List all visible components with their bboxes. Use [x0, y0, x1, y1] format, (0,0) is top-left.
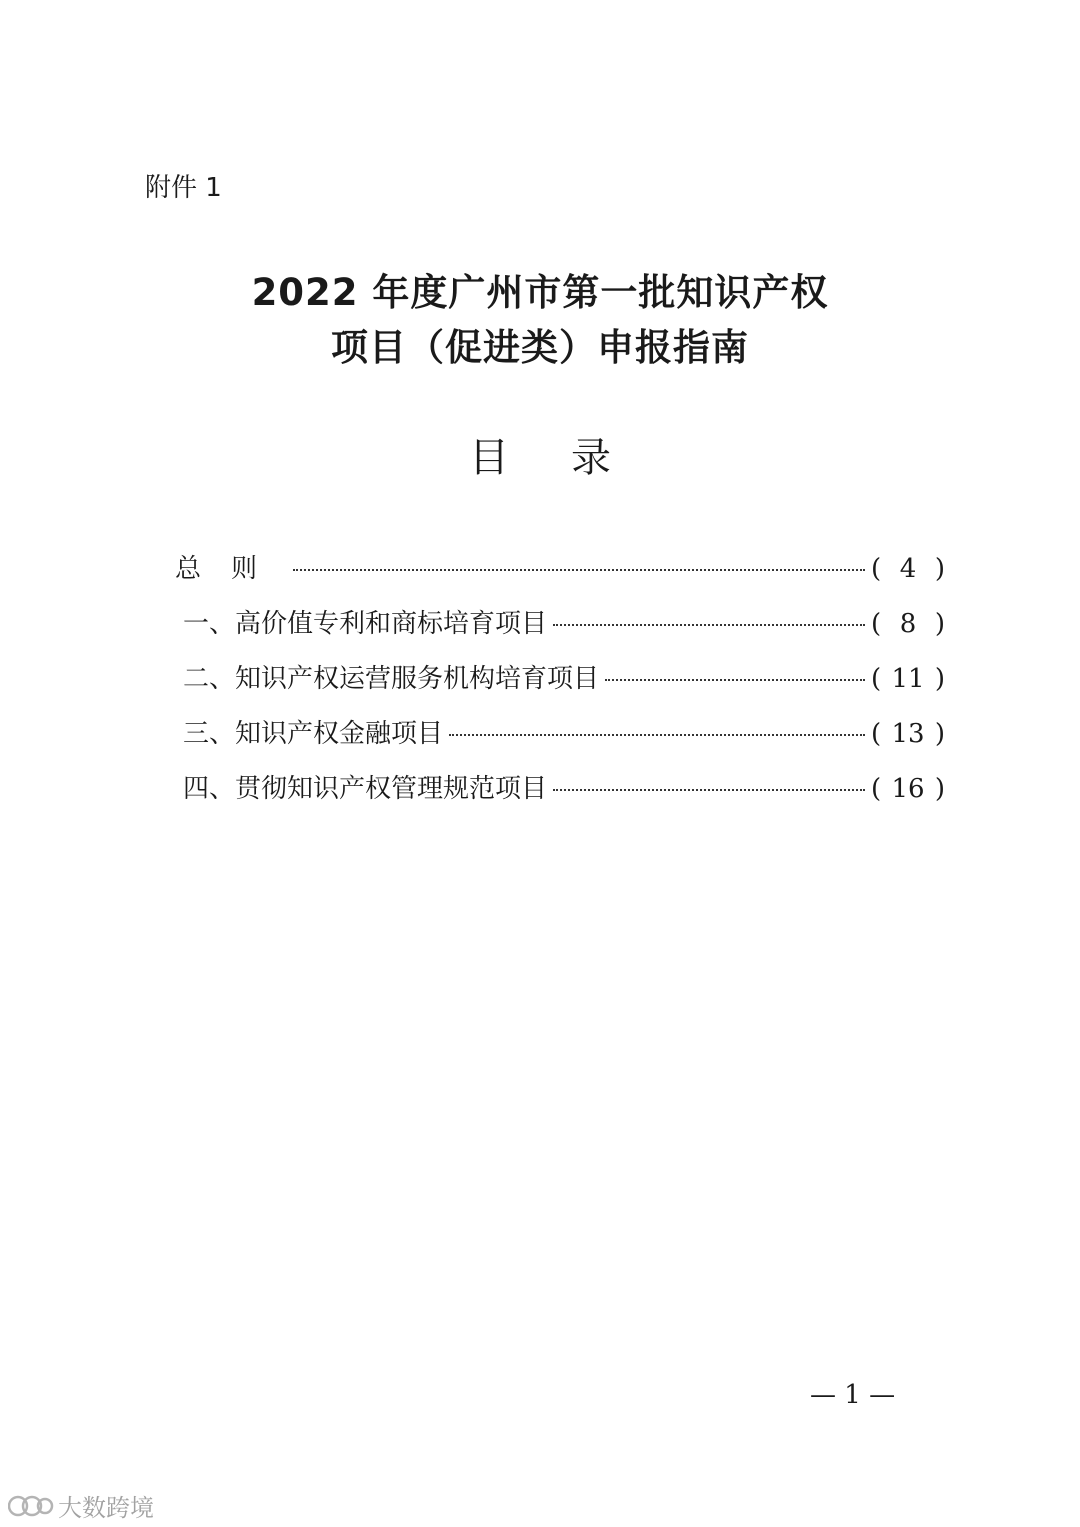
attachment-label: 附件 1 — [145, 173, 222, 203]
document-title-line1: 2022 年度广州市第一批知识产权 — [251, 271, 829, 314]
toc-page-number: 4 — [899, 554, 917, 584]
toc-dot-leader — [553, 789, 865, 791]
watermark-logo-icon — [8, 1491, 54, 1521]
toc-entry-label: 三、知识产权金融项目 — [183, 719, 444, 749]
toc-entry-2[interactable] — [175, 653, 945, 708]
toc-entry-1[interactable] — [175, 598, 945, 653]
toc-page-ref: ( 16 ) — [871, 763, 945, 815]
page-number: — 1 — — [810, 1380, 896, 1410]
watermark-text: 大数跨境 — [58, 1494, 154, 1522]
toc-entry-label: 总则 — [175, 554, 288, 584]
toc-page-number: 13 — [891, 719, 925, 749]
toc-page-number: 16 — [891, 774, 925, 804]
toc-page-ref: ( 4 ) — [871, 543, 945, 595]
toc-page-ref: ( 8 ) — [871, 598, 945, 650]
toc-entry-label: 二、知识产权运营服务机构培育项目 — [183, 664, 600, 694]
toc-page-number: 8 — [899, 609, 917, 639]
toc-page-number: 11 — [891, 664, 925, 694]
toc-dot-leader — [293, 569, 865, 571]
toc-entry-4[interactable] — [175, 763, 945, 818]
toc-entry-label: 一、高价值专利和商标培育项目 — [183, 609, 548, 639]
table-of-contents — [175, 543, 945, 818]
watermark — [8, 1488, 154, 1523]
toc-page-ref: ( 13 ) — [871, 708, 945, 760]
toc-entry-3[interactable] — [175, 708, 945, 763]
toc-heading: 目录 — [469, 435, 673, 481]
toc-entry-label: 四、贯彻知识产权管理规范项目 — [183, 774, 548, 804]
toc-dot-leader — [553, 624, 865, 626]
toc-dot-leader — [605, 679, 865, 681]
toc-dot-leader — [449, 734, 865, 736]
toc-entry-general[interactable] — [175, 543, 945, 598]
toc-page-ref: ( 11 ) — [871, 653, 945, 705]
document-title-line2: 项目（促进类）申报指南 — [331, 326, 749, 369]
